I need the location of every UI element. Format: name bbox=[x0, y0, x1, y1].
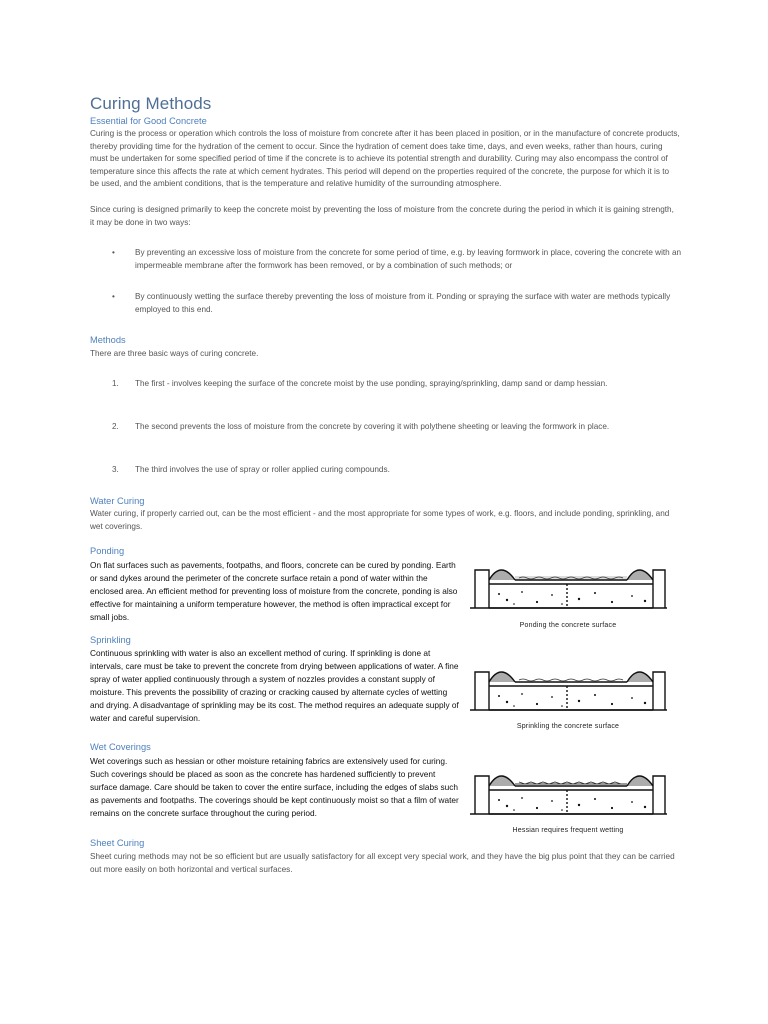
bullet-marker: • bbox=[112, 248, 115, 257]
item-text: The second prevents the loss of moisture from the concrete by covering it with polythene sheeting or leaving the formwork in place. bbox=[135, 422, 610, 431]
ponding-caption: Ponding the concrete surface bbox=[519, 622, 617, 629]
item-text: The third involves the use of spray or roller applied curing compounds. bbox=[135, 465, 390, 474]
intro-paragraph: Curing is the process or operation which controls the loss of moisture from concrete after it has been placed in position, or in the manufacture of concrete products, thereby providing time for the hydration of the cement to occur. Since the hydration of cement does take time, days, and even weeks, rather than hours, curing must be undertaken for some specified period of time if the concrete is to achieve its potential strength and durability. Curing may also encompass the control of temperature since this affects the rate at which cement hydrates. This period will depend on the properties required of the concrete, the purpose for which it is to be used, and the ambient conditions, that is the temperature and relative humidity of the surrounding atmosphere. bbox=[90, 129, 680, 189]
sprinkling-heading: Sprinkling bbox=[90, 635, 131, 645]
ponding-illustration bbox=[467, 536, 667, 616]
item-number: 1. bbox=[112, 379, 119, 388]
wet-coverings-text: Wet coverings such as hessian or other moisture retaining fabrics are extensively used for curing. Such coverings should be placed as soon as the concrete has hardened sufficiently to prevent surface damage. Care should be taken to cover the entire surface, including the edges of slabs such as pavements and footpaths. The coverings should be kept continuously moist so that a film of water remains on the concrete surface throughout the curing period. bbox=[90, 756, 459, 818]
item-text: The first - involves keeping the surface of the concrete moist by the use ponding, spraying/sprinkling, damp sand or damp hessian. bbox=[135, 379, 608, 388]
ponding-figure bbox=[463, 536, 673, 636]
sheet-curing-text: Sheet curing methods may not be so efficient but are usually satisfactory for all except very special work, and they have the big plus point that they can be carried out more easily on both horizontal and vertical surfaces. bbox=[90, 852, 675, 874]
wet-coverings-caption: Hessian requires frequent wetting bbox=[512, 827, 624, 834]
water-curing-text: Water curing, if properly carried out, can be the most efficient - and the most appropriate for some types of work, e.g. floors, and include ponding, sprinkling, and wet coverings. bbox=[90, 509, 670, 531]
bullet-text: By continuously wetting the surface thereby preventing the loss of moisture from it. Ponding or spraying the surface with water are methods typically employed to this end. bbox=[135, 292, 671, 314]
page-title: Curing Methods bbox=[90, 94, 212, 113]
sprinkling-caption: Sprinkling the concrete surface bbox=[516, 723, 620, 730]
sprinkling-figure bbox=[463, 634, 673, 734]
wet-coverings-illustration bbox=[467, 738, 667, 822]
page-subtitle: Essential for Good Concrete bbox=[90, 116, 207, 126]
wet-coverings-figure bbox=[463, 738, 673, 838]
bullet-text: By preventing an excessive loss of moisture from the concrete for some period of time, e.g. by leaving formwork in place, covering the concrete with an impermeable membrane after the formwork has been removed, or by a combination of such methods; or bbox=[135, 248, 682, 270]
intro-paragraph-2: Since curing is designed primarily to keep the concrete moist by preventing the loss of moisture from the concrete during the period in which it is gaining strength, it may be done in two ways: bbox=[90, 205, 674, 227]
item-number: 3. bbox=[112, 465, 119, 474]
water-curing-heading: Water Curing bbox=[90, 496, 145, 506]
ponding-heading: Ponding bbox=[90, 546, 125, 556]
methods-heading: Methods bbox=[90, 335, 126, 345]
bullet-marker: • bbox=[112, 292, 115, 301]
ponding-text: On flat surfaces such as pavements, footpaths, and floors, concrete can be cured by ponding. Earth or sand dykes around the perimeter of the concrete surface retain a pond of water within the enclosed area. An efficient method for preventing loss of moisture from the concrete, ponding is also effective for maintaining a uniform temperature however, the method is often impractical except for small jobs. bbox=[90, 560, 458, 622]
wet-coverings-heading: Wet Coverings bbox=[90, 742, 151, 752]
sheet-curing-heading: Sheet Curing bbox=[90, 838, 145, 848]
methods-intro: There are three basic ways of curing concrete. bbox=[90, 349, 259, 358]
sprinkling-illustration bbox=[467, 634, 667, 718]
sprinkling-text: Continuous sprinkling with water is also an excellent method of curing. If sprinkling is done at intervals, care must be take to prevent the concrete from drying between applications of water. A fine spray of water applied continuously through a system of nozzles provides a constant supply of moisture. This prevents the possibility of crazing or cracking caused by alternate cycles of wetting and drying. A disadvantage of sprinkling may be its cost. The method requires an adequate supply of water and careful supervision. bbox=[90, 648, 459, 723]
item-number: 2. bbox=[112, 422, 119, 431]
